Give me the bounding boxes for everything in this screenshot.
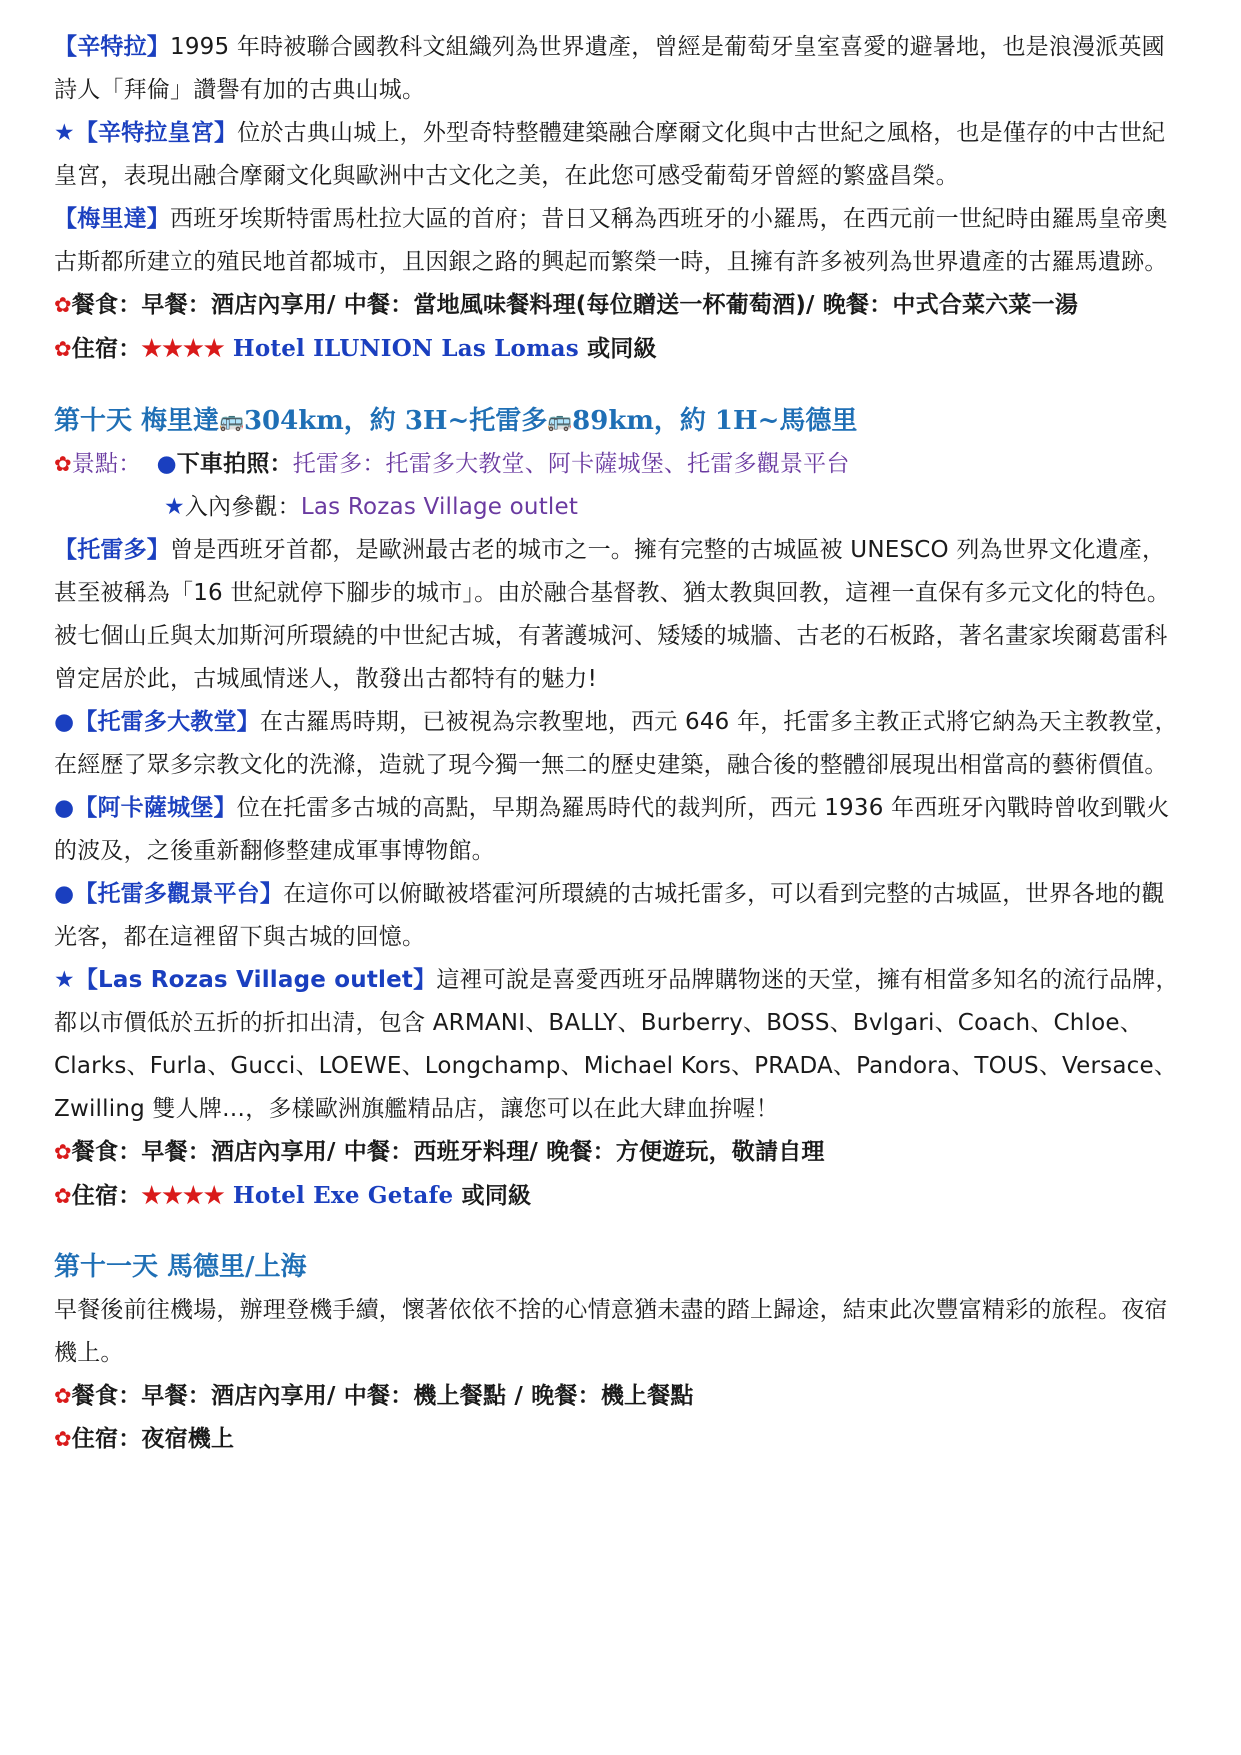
hotel-label: 住宿：: [71, 1183, 142, 1209]
bus-icon: 🚌: [547, 408, 573, 432]
hotel-name: Hotel Exe Getafe: [232, 1182, 454, 1209]
day11-description: 早餐後前往機場，辦理登機手續，懷著依依不捨的心情意猶未盡的踏上歸途，結束此次豐富精彩的旅程。夜宿機上。: [54, 1297, 1168, 1366]
toledo-text: 曾是西班牙首都，是歐洲最古老的城市之一。擁有完整的古城區被 UNESCO 列為世界文化遺產，甚至被稱為「16 世紀就停下腳步的城市」。由於融合基督教、猶太教與回教，這裡一直保有多元文化的特色。被七個山丘與太加斯河所環繞的中世紀古城，有著護城河、矮矮的城牆、古老的石板路，著名畫家埃爾葛雷科曾定居於此，古城風情迷人，散發出古都特有的魅力!: [54, 537, 1171, 692]
viewpoint-tag: 【托雷多觀景平台】: [74, 881, 284, 907]
itinerary-page: [54, 26, 1186, 1461]
alcazar-tag: 【阿卡薩城堡】: [74, 795, 237, 821]
cathedral-tag: 【托雷多大教堂】: [74, 709, 260, 735]
day9-meal-text: 餐食：早餐：酒店內享用/ 中餐：當地風味餐料理(每位贈送一杯葡萄酒)/ 晚餐：中式合菜六菜一湯: [71, 292, 1079, 318]
toledo-paragraph: [54, 529, 1186, 701]
hotel-stars: ★★★★: [141, 1182, 225, 1209]
flower-icon: ✿: [54, 293, 72, 317]
flower-icon: ✿: [54, 452, 72, 476]
sintra-palace-tag: 【辛特拉皇宮】: [74, 120, 238, 146]
flower-icon: ✿: [54, 1384, 72, 1408]
viewpoint-paragraph: [54, 873, 1186, 959]
day10-title-a: 第十天 梅里達: [54, 406, 220, 436]
sintra-tag: 【辛特拉】: [54, 34, 170, 60]
hotel-suffix: 或同級: [578, 336, 657, 362]
day10-title: [54, 399, 1186, 443]
merida-paragraph: [54, 198, 1186, 284]
hotel-name: Hotel ILUNION Las Lomas: [232, 335, 579, 362]
merida-tag: 【梅里達】: [54, 206, 170, 232]
day11-title: 第十一天 馬德里/上海: [54, 1252, 307, 1282]
day11-meal: [54, 1375, 1186, 1418]
visit-label: 入內參觀：: [184, 494, 301, 520]
day10-hotel: [54, 1174, 1186, 1218]
outlet-text: 這裡可說是喜愛西班牙品牌購物迷的天堂，擁有相當多知名的流行品牌，都以市價低於五折的折扣出清，包含 ARMANI、BALLY、Burberry、BOSS、Bvlgari、Coach、Chloe、Clarks、Furla、Gucci、LOEWE、Longchamp、Michael Kors、PRADA、Pandora、TOUS、Versace、Zwilling 雙人牌…，多樣歐洲旗艦精品店，讓您可以在此大肆血拚喔！: [54, 967, 1179, 1122]
cathedral-text: 在古羅馬時期，已被視為宗教聖地，西元 646 年，托雷多主教正式將它納為天主教教堂，在經歷了眾多宗教文化的洗滌，造就了現今獨一無二的歷史建築，融合後的整體卻展現出相當高的藝術價值。: [54, 709, 1178, 778]
star-icon: ★: [164, 494, 185, 520]
day11-meal-text: 餐食：早餐：酒店內享用/ 中餐：機上餐點 / 晚餐：機上餐點: [71, 1383, 694, 1409]
day9-hotel: [54, 327, 1186, 371]
day9-meal: [54, 284, 1186, 327]
dot-icon: ●: [54, 881, 75, 907]
outlet-tag: 【Las Rozas Village outlet】: [74, 967, 437, 993]
dot-icon: ●: [156, 451, 177, 477]
day10-meal: [54, 1131, 1186, 1174]
cathedral-paragraph: [54, 701, 1186, 787]
photo-text: 托雷多：托雷多大教堂、阿卡薩城堡、托雷多觀景平台: [292, 451, 850, 477]
day11-hotel: [54, 1418, 1186, 1461]
sintra-paragraph: [54, 26, 1186, 112]
sintra-text: 1995 年時被聯合國教科文組織列為世界遺產，曾經是葡萄牙皇室喜愛的避暑地，也是浪漫派英國詩人「拜倫」讚譽有加的古典山城。: [54, 34, 1165, 103]
merida-text: 西班牙埃斯特雷馬杜拉大區的首府；昔日又稱為西班牙的小羅馬，在西元前一世紀時由羅馬皇帝奧古斯都所建立的殖民地首都城市，且因銀之路的興起而繁榮一時，且擁有許多被列為世界遺產的古羅馬遺跡。: [54, 206, 1168, 275]
flower-icon: ✿: [54, 1427, 72, 1451]
photo-label: 下車拍照：: [176, 451, 293, 477]
alcazar-text: 位在托雷多古城的高點，早期為羅馬時代的裁判所，西元 1936 年西班牙內戰時曾收到戰火的波及，之後重新翻修整建成軍事博物館。: [54, 795, 1170, 864]
toledo-tag: 【托雷多】: [54, 537, 170, 563]
hotel-label: 住宿：: [71, 336, 142, 362]
alcazar-paragraph: [54, 787, 1186, 873]
bus-icon: 🚌: [219, 408, 244, 432]
flower-icon: ✿: [54, 337, 72, 361]
outlet-paragraph: [54, 959, 1186, 1131]
flower-icon: ✿: [54, 1140, 72, 1164]
day10-visit: [54, 486, 1186, 529]
day10-title-c: 89km，約 1H~馬德里: [572, 406, 858, 436]
dot-icon: ●: [54, 709, 75, 735]
day10-title-b: 304km，約 3H~托雷多: [243, 406, 548, 436]
dot-icon: ●: [54, 795, 75, 821]
day11-hotel-text: 住宿：夜宿機上: [71, 1426, 235, 1452]
sintra-palace-paragraph: [54, 112, 1186, 198]
hotel-suffix: 或同級: [453, 1183, 532, 1209]
day10-sights: [54, 443, 1186, 486]
hotel-stars: ★★★★: [141, 335, 225, 362]
sintra-palace-text: 位於古典山城上，外型奇特整體建築融合摩爾文化與中古世紀之風格，也是僅存的中古世紀皇宮，表現出融合摩爾文化與歐洲中古文化之美，在此您可感受葡萄牙曾經的繁盛昌榮。: [54, 120, 1166, 189]
star-icon: ★: [54, 967, 75, 993]
visit-text: Las Rozas Village outlet: [300, 494, 579, 520]
viewpoint-text: 在這你可以俯瞰被塔霍河所環繞的古城托雷多，可以看到完整的古城區，世界各地的觀光客，都在這裡留下與古城的回憶。: [54, 881, 1165, 950]
flower-icon: ✿: [54, 1184, 72, 1208]
star-icon: ★: [54, 120, 75, 146]
day10-meal-text: 餐食：早餐：酒店內享用/ 中餐：西班牙料理/ 晚餐：方便遊玩，敬請自理: [71, 1139, 825, 1165]
sights-label: 景點：: [71, 451, 142, 477]
